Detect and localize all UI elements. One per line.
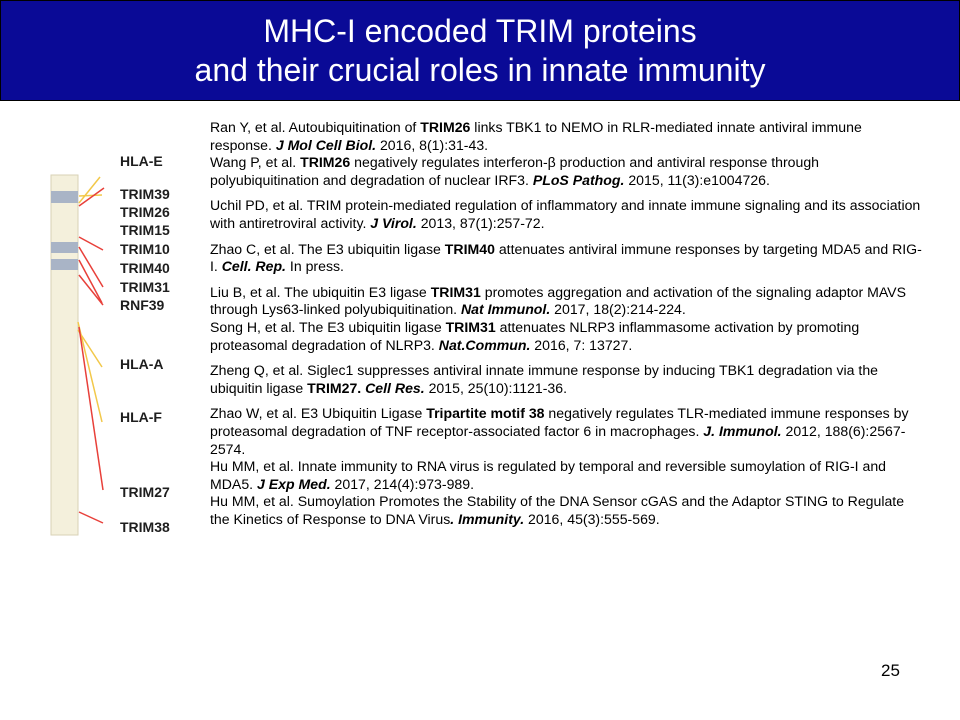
- gene-label: TRIM31: [120, 279, 170, 295]
- gene-highlight: TRIM31: [430, 283, 481, 300]
- reference-group: [210, 197, 922, 232]
- reference-text: Uchil PD, et al. TRIM protein-mediated regulation of inflammatory and innate immune signaling and its association with antiretroviral activity.: [210, 197, 921, 231]
- reference-text: 2013, 87(1):257-72.: [416, 214, 545, 231]
- reference-text: 2015, 25(10):1121-36.: [424, 379, 568, 396]
- gene-highlight: TRIM40: [444, 240, 495, 257]
- chromosome-band: [51, 242, 78, 253]
- reference-list: [210, 119, 922, 536]
- reference-item: [210, 319, 922, 354]
- gene-label: HLA-F: [120, 409, 162, 425]
- reference-text: Zheng Q, et al. Siglec1 suppresses antiviral innate immune response by inducing TBK1 degradation via the ubiquitin ligase: [210, 362, 879, 396]
- chromosome-band: [51, 191, 78, 203]
- journal-name: Cell Res.: [365, 379, 425, 396]
- reference-group: [210, 362, 922, 397]
- gene-connector-line: [78, 322, 102, 422]
- reference-text: Zhao W, et al. E3 Ubiquitin Ligase: [210, 405, 427, 422]
- reference-item: [210, 284, 922, 319]
- reference-item: [210, 458, 922, 493]
- gene-connector-line: [79, 237, 103, 250]
- gene-label: TRIM26: [120, 204, 170, 220]
- journal-name: PLoS Pathog.: [532, 171, 625, 188]
- reference-text: Wang P, et al.: [210, 154, 301, 171]
- reference-text: 2012, 188(6):2567-2574.: [210, 422, 906, 457]
- reference-text: Hu MM, et al. Innate immunity to RNA virus is regulated by temporal and reversible sumoylation of RIG-I and MDA5.: [210, 458, 887, 492]
- gene-label: TRIM38: [120, 519, 170, 535]
- slide-title-line-1: MHC-I encoded TRIM proteins: [263, 12, 697, 49]
- gene-highlight: TRIM27.: [307, 379, 362, 396]
- journal-name: J Exp Med.: [257, 475, 331, 492]
- journal-name: Nat Immunol.: [460, 301, 551, 318]
- reference-text: negatively regulates TLR-mediated immune responses by proteasomal degradation of TNF receptor-associated factor 6 in macrophages.: [210, 405, 909, 439]
- reference-text: 2016, 45(3):555-569.: [524, 510, 660, 527]
- slide-title-bar: [0, 0, 960, 101]
- gene-label: TRIM15: [120, 222, 170, 238]
- reference-group: [210, 241, 922, 276]
- journal-name: J Mol Cell Biol.: [275, 136, 377, 153]
- gene-label: HLA-A: [120, 356, 164, 372]
- reference-item: [210, 154, 922, 189]
- reference-text: negatively regulates interferon-β production and antiviral response through polyubiquitination and degradation of nuclear IRF3.: [210, 154, 820, 188]
- reference-text: attenuates NLRP3 inflammasome activation by promoting proteasomal degradation of NLRP3.: [210, 318, 860, 353]
- reference-text: Zhao C, et al. The E3 ubiquitin ligase: [210, 240, 445, 257]
- reference-text: Ran Y, et al. Autoubiquitination of: [210, 119, 421, 135]
- page-number: 25: [881, 661, 900, 680]
- gene-label: TRIM40: [120, 260, 170, 276]
- mhc-chromosome-diagram: [0, 100, 200, 550]
- slide-title-line-2: and their crucial roles in innate immunity: [194, 51, 766, 88]
- gene-highlight: TRIM26: [420, 119, 471, 135]
- reference-text: 2016, 8(1):31-43.: [376, 136, 489, 153]
- gene-highlight: Tripartite motif 38: [426, 405, 545, 422]
- journal-name: Cell. Rep.: [221, 258, 286, 275]
- reference-group: [210, 119, 922, 189]
- reference-item: [210, 362, 922, 397]
- chromosome-band: [51, 259, 78, 270]
- gene-connector-line: [79, 275, 103, 305]
- gene-connector-lines: [78, 177, 104, 523]
- reference-item: [210, 241, 922, 276]
- gene-label: TRIM10: [120, 241, 170, 257]
- reference-text: links TBK1 to NEMO in RLR-mediated innate antiviral immune response.: [210, 119, 862, 153]
- reference-text: promotes aggregation and activation of the signaling adaptor MAVS through Lys63-linked polyubiquitination.: [210, 283, 906, 318]
- reference-text: 2017, 18(2):214-224.: [550, 301, 686, 318]
- reference-text: 2017, 214(4):973-989.: [330, 475, 475, 492]
- journal-name: . Immunity.: [450, 510, 525, 527]
- gene-highlight: TRIM31: [445, 318, 496, 335]
- journal-name: J. Immunol.: [703, 422, 782, 439]
- gene-connector-line: [79, 188, 104, 206]
- reference-text: Liu B, et al. The ubiquitin E3 ligase: [210, 283, 431, 300]
- gene-connector-line: [79, 195, 102, 196]
- reference-text: 2015, 11(3):e1004726.: [624, 171, 770, 188]
- journal-name: Nat.Commun.: [438, 336, 531, 353]
- reference-text: attenuates antiviral immune responses by targeting MDA5 and RIG-I.: [210, 240, 922, 275]
- reference-group: [210, 284, 922, 354]
- reference-text: In press.: [285, 258, 344, 275]
- gene-label: RNF39: [120, 297, 165, 313]
- gene-label: TRIM39: [120, 186, 170, 202]
- gene-label: HLA-E: [120, 153, 163, 169]
- chromosome-body: [51, 175, 78, 535]
- reference-text: 2016, 7: 13727.: [530, 336, 633, 353]
- gene-label: TRIM27: [120, 484, 170, 500]
- journal-name: J Virol.: [370, 214, 417, 231]
- reference-item: [210, 197, 922, 232]
- reference-item: [210, 493, 922, 528]
- gene-connector-line: [79, 512, 103, 523]
- reference-text: Song H, et al. The E3 ubiquitin ligase: [210, 318, 446, 335]
- reference-item: [210, 405, 922, 458]
- gene-highlight: TRIM26: [300, 154, 351, 171]
- reference-group: [210, 405, 922, 528]
- reference-text: Hu MM, et al. Sumoylation Promotes the Stability of the DNA Sensor cGAS and the Adaptor STING to Regulate the Kinetics of Response to DNA Virus: [210, 493, 905, 527]
- reference-item: [210, 119, 922, 154]
